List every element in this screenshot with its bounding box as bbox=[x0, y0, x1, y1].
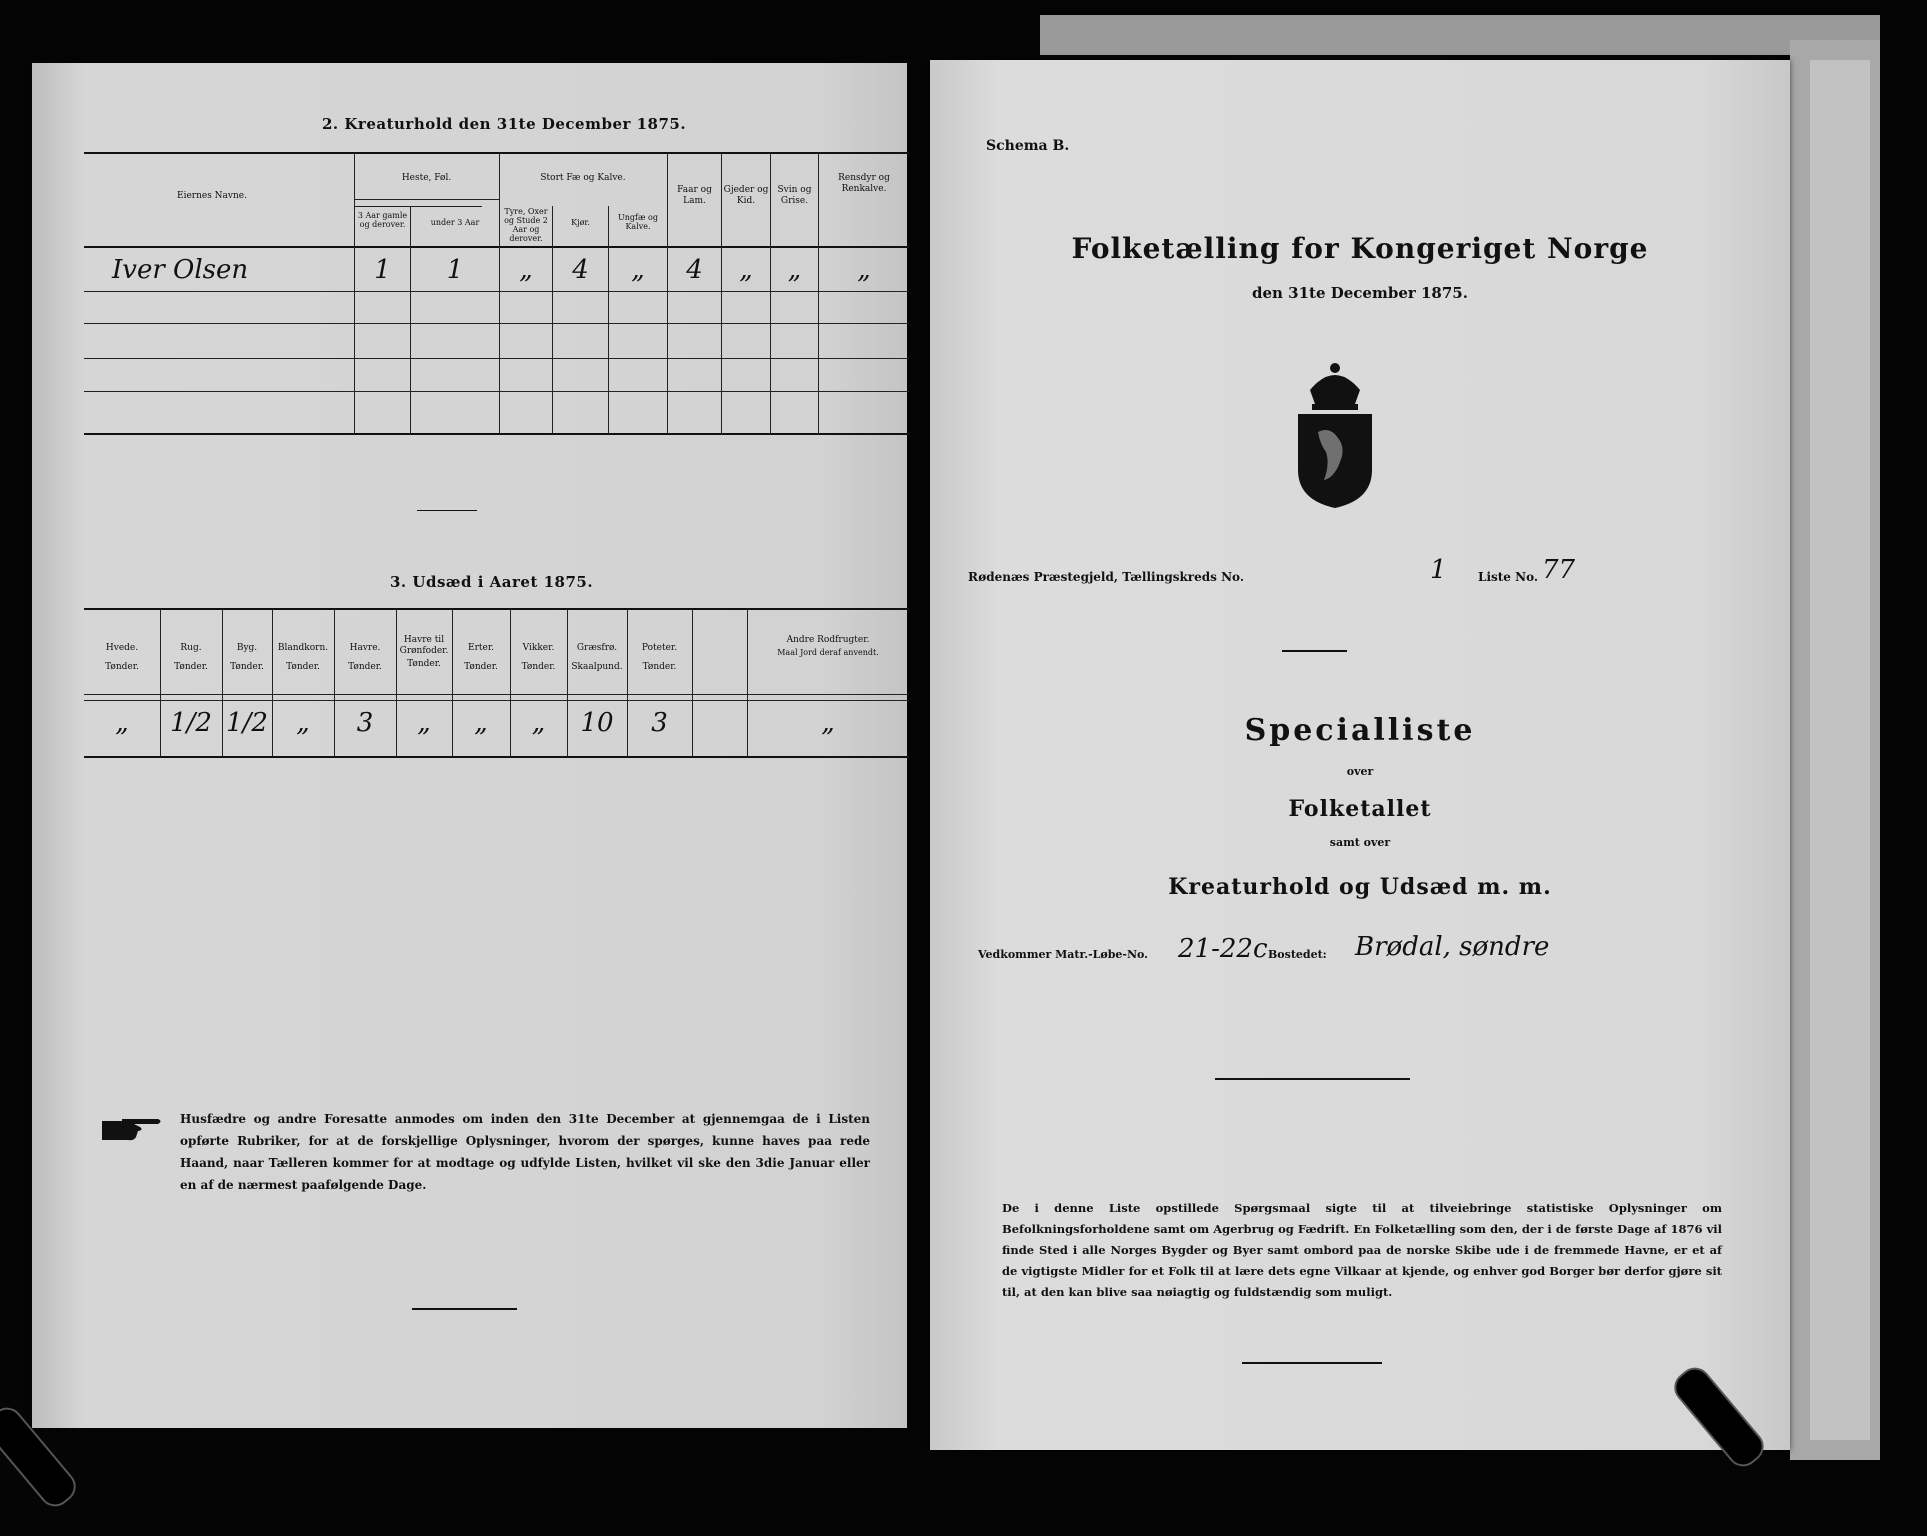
seed-header-green-oats bbox=[396, 635, 452, 670]
seed-header-name: Havre til Grønfoder. bbox=[399, 635, 449, 656]
col-header-bulls: Tyre, Oxer og Stude 2 Aar og derover. bbox=[504, 207, 548, 243]
seed-header-name: Byg. bbox=[236, 643, 258, 653]
seed-header-name: Andre Rodfrugter. bbox=[786, 635, 870, 645]
seed-header-peas bbox=[452, 643, 510, 673]
cell-horses-young: 1 bbox=[446, 255, 464, 285]
seed-value-peas: „ bbox=[474, 708, 488, 738]
seed-header-barley bbox=[222, 643, 272, 673]
cell-cows: 4 bbox=[572, 255, 589, 285]
list-number: 77 bbox=[1542, 555, 1576, 585]
seed-header-unit: Tønder. bbox=[464, 662, 498, 672]
seed-value-wheat: „ bbox=[115, 708, 129, 738]
col-header-cows: Kjør. bbox=[571, 218, 590, 227]
col-header-pigs: Svin og Grise. bbox=[777, 185, 812, 206]
folketallet-heading: Folketallet bbox=[1288, 796, 1432, 822]
col-header-sheep: Faar og Lam. bbox=[677, 185, 712, 206]
info-text: De i denne Liste opstillede Spørgsmaal sigte til at tilveiebringe statistiske Oplysninger om Befolkningsforholdene samt om Agerbrug og Fædrift. En Folketælling som den, der i de første Dage af 1876 vil finde Sted i alle Norges Bygder og Byer samt ombord paa de norske Skibe ude i de fremmede Havne, er et af de vigtigste Midler for et Folk til at lære dets egne Vilkaar at kjende, og enhver god Borger bør derfor gjøre sit til, at den kan blive saa nøiagtig og fuldstændig som muligt. bbox=[1002, 1201, 1722, 1299]
seed-header-wheat bbox=[84, 643, 160, 673]
bosted-value: Brødal, søndre bbox=[1355, 932, 1550, 962]
seed-header-unit: Tønder. bbox=[230, 662, 264, 672]
bosted-label: Bostedet: bbox=[1268, 948, 1327, 961]
special-list-heading: Specialliste bbox=[1244, 713, 1476, 748]
page-title: Folketælling for Kongeriget Norge bbox=[1071, 232, 1649, 265]
col-header-horses-young: under 3 Aar bbox=[430, 218, 480, 227]
seed-value-grass-seed: 10 bbox=[580, 708, 614, 738]
seed-header-vetch bbox=[510, 643, 567, 673]
seed-header-name: Vikker. bbox=[522, 643, 555, 653]
matr-label: Vedkommer Matr.-Løbe-No. bbox=[978, 948, 1148, 961]
seed-value-vetch: „ bbox=[531, 708, 546, 738]
livestock-title: 2. Kreaturhold den 31te December 1875. bbox=[322, 115, 687, 133]
seed-title: 3. Udsæd i Aaret 1875. bbox=[390, 573, 594, 591]
seed-header-name: Blandkorn. bbox=[277, 643, 329, 653]
seed-header-unit: Tønder. bbox=[521, 662, 556, 672]
seed-header-unit: Tønder. bbox=[407, 659, 441, 669]
seed-header-mixed-grain bbox=[272, 643, 334, 673]
col-header-horses: Heste, Føl. bbox=[401, 173, 452, 183]
seed-header-name: Poteter. bbox=[641, 643, 678, 653]
owner-name: Iver Olsen bbox=[112, 255, 249, 285]
samt-over-label: samt over bbox=[1329, 836, 1391, 849]
col-header-goats: Gjeder og Kid. bbox=[723, 185, 769, 206]
seed-value-mixed-grain: „ bbox=[296, 708, 310, 738]
cell-calves: „ bbox=[631, 255, 645, 285]
parish-label: Rødenæs Præstegjeld, Tællingskreds No. bbox=[968, 570, 1245, 584]
seed-header-name: Erter. bbox=[468, 643, 494, 653]
seed-header-unit: Tønder. bbox=[286, 662, 320, 672]
page-stack-edge bbox=[1810, 60, 1870, 1440]
seed-header-rye bbox=[160, 643, 222, 673]
col-header-owner: Eiernes Navne. bbox=[177, 191, 247, 201]
cell-sheep: 4 bbox=[686, 255, 703, 285]
seed-header-name: Græsfrø. bbox=[576, 643, 618, 653]
divider bbox=[1242, 1362, 1382, 1364]
seed-header-grass-seed bbox=[567, 643, 627, 673]
col-header-cattle: Stort Fæ og Kalve. bbox=[540, 173, 626, 183]
matr-number: 21-22c bbox=[1178, 934, 1268, 964]
cell-goats: „ bbox=[739, 255, 753, 285]
district-number: 1 bbox=[1430, 555, 1447, 585]
seed-header-unit: Tønder. bbox=[642, 662, 677, 672]
seed-header-name: Havre. bbox=[349, 643, 381, 653]
seed-value-oats: 3 bbox=[356, 708, 374, 738]
seed-value-barley: 1/2 bbox=[226, 708, 268, 738]
seed-value-potatoes: 3 bbox=[651, 708, 668, 738]
seed-header-unit: Tønder. bbox=[105, 662, 139, 672]
divider bbox=[1282, 650, 1347, 652]
seed-header-potatoes bbox=[627, 643, 692, 673]
seed-value-green-oats: „ bbox=[417, 708, 431, 738]
seed-header-name: Rug. bbox=[180, 643, 202, 653]
page-stack-edge bbox=[1040, 15, 1880, 55]
seed-header-unit: Tønder. bbox=[348, 662, 382, 672]
divider bbox=[412, 1308, 517, 1310]
cell-reindeer: „ bbox=[857, 255, 871, 285]
seed-header-other-roots bbox=[747, 635, 909, 657]
livestock-seed-heading: Kreaturhold og Udsæd m. m. bbox=[1168, 874, 1552, 900]
over-label: over bbox=[1346, 765, 1374, 778]
cell-bulls: „ bbox=[519, 255, 533, 285]
col-header-reindeer: Rensdyr og Renkalve. bbox=[838, 173, 890, 194]
list-label: Liste No. bbox=[1478, 570, 1539, 584]
seed-header-name: Hvede. bbox=[105, 643, 139, 653]
notice-text: Husfædre og andre Foresatte anmodes om inden den 31te December at gjennemgaa de i Listen opførte Rubriker, for at de forskjellige Oplysninger, hvorom der spørges, kunne haves paa rede Haand, naar Tælleren kommer for at modtage og udfylde Listen, hvilket vil ske den 3die Januar eller en af de nærmest paafølgende Dage. bbox=[180, 1112, 870, 1192]
pointing-hand-icon bbox=[100, 1115, 164, 1147]
left-page bbox=[32, 63, 907, 1428]
seed-header-unit: Skaalpund. bbox=[571, 662, 623, 672]
schema-label: Schema B. bbox=[986, 138, 1070, 154]
seed-value-other-roots: „ bbox=[821, 708, 835, 738]
divider bbox=[1215, 1078, 1410, 1080]
col-header-horses-adult: 3 Aar gamle og derover. bbox=[357, 211, 408, 229]
coat-of-arms-icon bbox=[1280, 360, 1390, 514]
document-title bbox=[930, 232, 1790, 265]
seed-header-unit: Maal Jord deraf anvendt. bbox=[777, 648, 879, 657]
divider bbox=[417, 510, 477, 511]
cell-horses-adult: 1 bbox=[374, 255, 391, 285]
seed-header-unit: Tønder. bbox=[174, 662, 208, 672]
cell-pigs: „ bbox=[787, 255, 802, 285]
col-header-calves: Ungfæ og Kalve. bbox=[618, 213, 658, 231]
seed-header-oats bbox=[334, 643, 396, 673]
document-date: den 31te December 1875. bbox=[1252, 284, 1468, 302]
seed-value-rye: 1/2 bbox=[170, 708, 212, 738]
right-page bbox=[930, 60, 1790, 1450]
